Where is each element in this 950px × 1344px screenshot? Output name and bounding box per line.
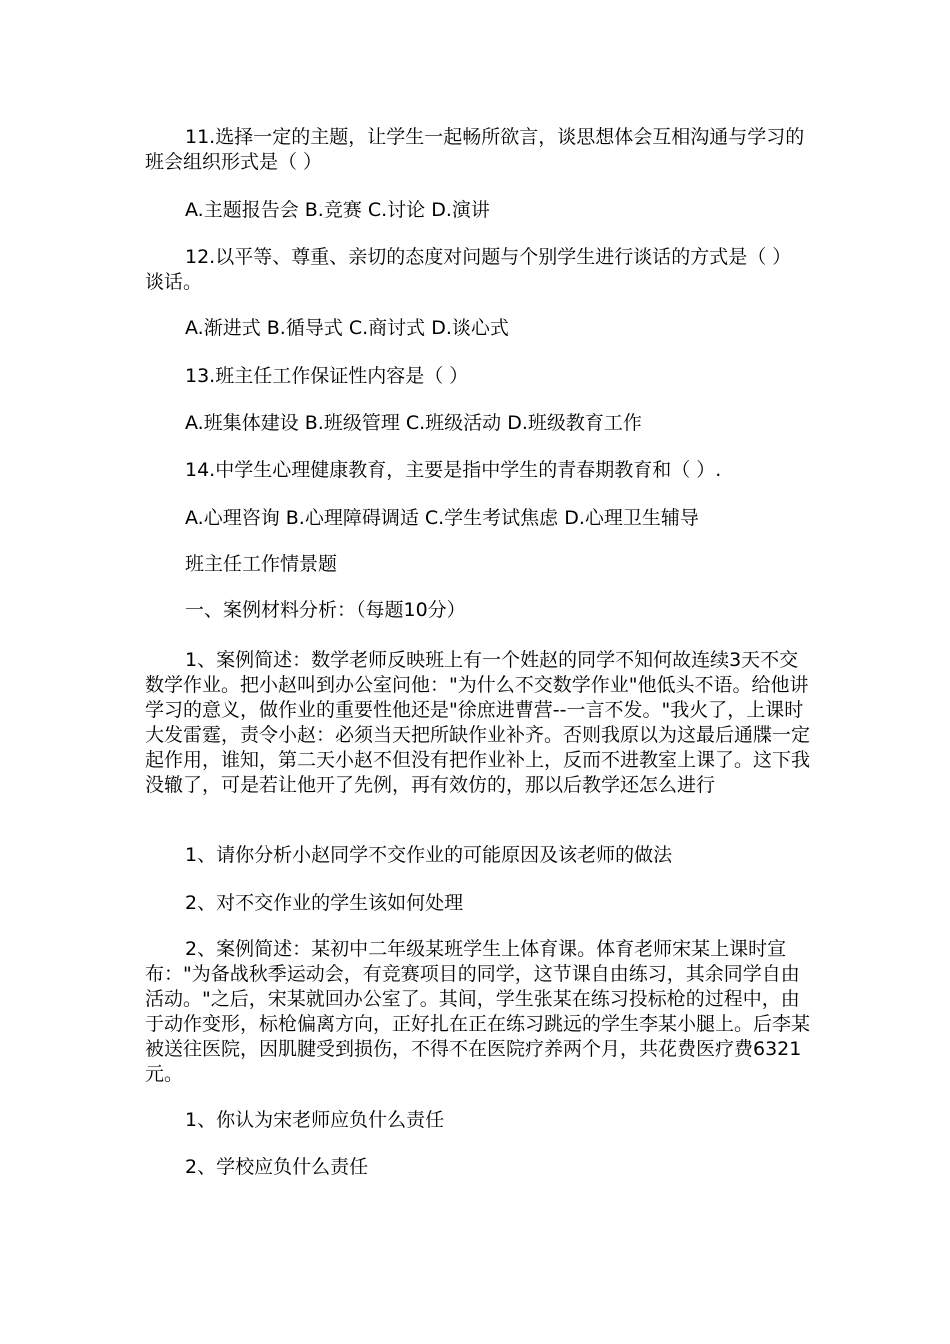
case-2-description: 2、案例简述：某初中二年级某班学生上体育课。体育老师宋某上课时宣布："为备战秋季运动会，有竞赛项目的同学，这节课自由练习，其余同学自由活动。"之后，宋某就回办公室了。其间，学生张某在练习投标枪的过程中，由于动作变形，标枪偏离方向，正好扎在正在练习跳远的学生李某小腿上。后李某被送往医院，因肌腱受到损伤，不得不在医院疗养两个月，共花费医疗费6321元。	[145, 938, 811, 1085]
question-14-options: A.心理咨询 B.心理障碍调适 C.学生考试焦虑 D.心理卫生辅导	[185, 507, 699, 529]
question-13-options: A.班集体建设 B.班级管理 C.班级活动 D.班级教育工作	[185, 412, 642, 434]
question-12: 12.以平等、尊重、亲切的态度对问题与个别学生进行谈话的方式是（ ）谈话。	[145, 246, 792, 293]
case-2-question-1: 1、你认为宋老师应负什么责任	[185, 1109, 445, 1131]
question-11-options: A.主题报告会 B.竞赛 C.讨论 D.演讲	[185, 199, 490, 221]
case-2-question-2: 2、学校应负什么责任	[185, 1156, 369, 1178]
question-12-options: A.渐进式 B.循导式 C.商讨式 D.谈心式	[185, 317, 509, 339]
part-one-heading: 一、案例材料分析：（每题10分）	[185, 599, 466, 621]
question-11: 11.选择一定的主题，让学生一起畅所欲言，谈思想体会互相沟通与学习的班会组织形式是（ ）	[145, 126, 805, 173]
question-14: 14.中学生心理健康教育，主要是指中学生的青春期教育和（ ）.	[185, 459, 722, 481]
case-1-description: 1、案例简述：数学老师反映班上有一个姓赵的同学不知何故连续3天不交数学作业。把小赵叫到办公室问他："为什么不交数学作业"他低头不语。给他讲学习的意义，做作业的重要性他还是"徐庶进曹营--一言不发。"我火了，上课时大发雷霆，责令小赵：必须当天把所缺作业补齐。否则我原以为这最后通牒一定起作用，谁知，第二天小赵不但没有把作业补上，反而不进教室上课了。这下我没辙了，可是若让他开了先例，再有效仿的，那以后教学还怎么进行	[145, 649, 811, 796]
case-1-question-2: 2、对不交作业的学生该如何处理	[185, 892, 464, 914]
section-title: 班主任工作情景题	[185, 553, 338, 575]
case-1-question-1: 1、请你分析小赵同学不交作业的可能原因及该老师的做法	[185, 844, 673, 866]
question-13: 13.班主任工作保证性内容是（ ）	[185, 365, 469, 387]
